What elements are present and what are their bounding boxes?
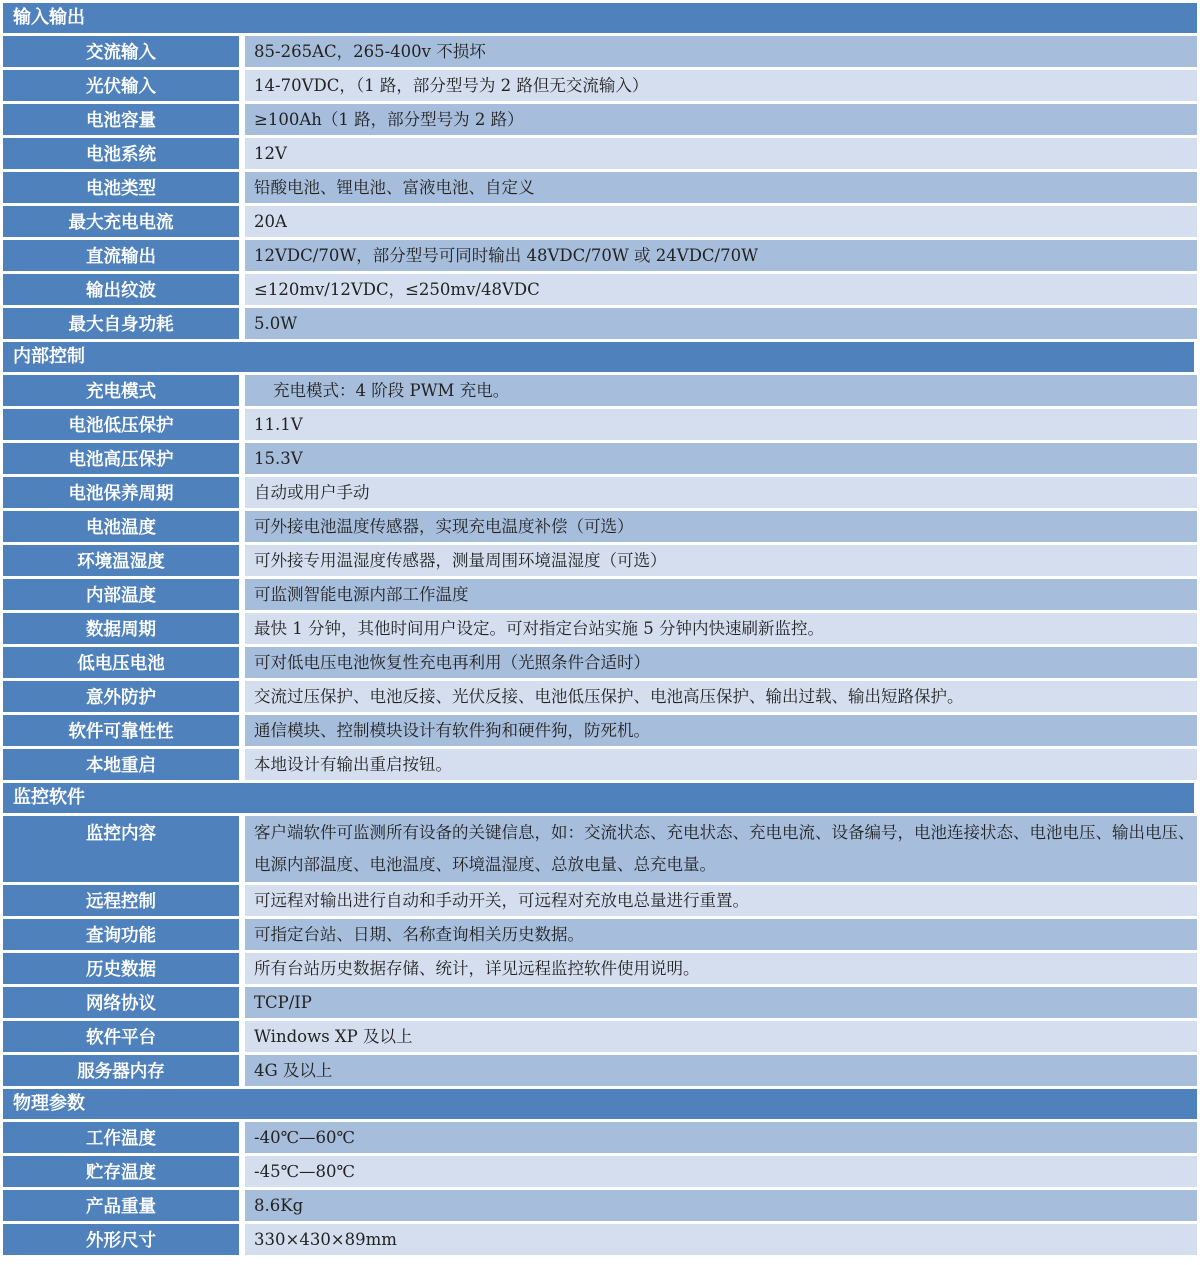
row-value: 85-265AC，265-400v 不损坏 — [245, 36, 1197, 67]
table-row — [3, 240, 1197, 271]
table-row — [3, 987, 1197, 1018]
table-row — [3, 375, 1197, 406]
row-label: 贮存温度 — [3, 1156, 239, 1187]
table-row — [3, 749, 1197, 780]
row-value: ≥100Ah（1 路，部分型号为 2 路） — [245, 104, 1197, 135]
row-label: 电池温度 — [3, 511, 239, 542]
row-value: 交流过压保护、电池反接、光伏反接、电池低压保护、电池高压保护、输出过载、输出短路保护。 — [245, 681, 1197, 712]
table-row — [3, 1156, 1197, 1187]
row-label: 监控内容 — [3, 816, 239, 882]
row-label: 软件平台 — [3, 1021, 239, 1052]
row-value: -45℃—80℃ — [245, 1156, 1197, 1187]
table-row — [3, 511, 1197, 542]
table-row — [3, 647, 1197, 678]
table-row — [3, 816, 1197, 882]
table-row — [3, 206, 1197, 237]
row-value: 4G 及以上 — [245, 1055, 1197, 1086]
row-value: 11.1V — [245, 409, 1197, 440]
row-label: 环境温湿度 — [3, 545, 239, 576]
table-row — [3, 1055, 1197, 1086]
row-value: 12VDC/70W，部分型号可同时输出 48VDC/70W 或 24VDC/70W — [245, 240, 1197, 271]
row-value: 可远程对输出进行自动和手动开关，可远程对充放电总量进行重置。 — [245, 885, 1197, 916]
row-label: 低电压电池 — [3, 647, 239, 678]
table-row — [3, 36, 1197, 67]
row-label: 光伏输入 — [3, 70, 239, 101]
row-value: 15.3V — [245, 443, 1197, 474]
table-row — [3, 308, 1197, 339]
row-value: 可外接电池温度传感器，实现充电温度补偿（可选） — [245, 511, 1197, 542]
row-label: 历史数据 — [3, 953, 239, 984]
table-row — [3, 681, 1197, 712]
table-row — [3, 1021, 1197, 1052]
row-label: 充电模式 — [3, 375, 239, 406]
table-row — [3, 443, 1197, 474]
table-row — [3, 579, 1197, 610]
row-label: 电池保养周期 — [3, 477, 239, 508]
row-label: 网络协议 — [3, 987, 239, 1018]
table-row — [3, 138, 1197, 169]
row-value: 20A — [245, 206, 1197, 237]
row-label: 最大自身功耗 — [3, 308, 239, 339]
table-row — [3, 477, 1197, 508]
row-value: 铅酸电池、锂电池、富液电池、自定义 — [245, 172, 1197, 203]
row-label: 电池类型 — [3, 172, 239, 203]
row-value: 330×430×89mm — [245, 1224, 1197, 1255]
row-value: 最快 1 分钟，其他时间用户设定。可对指定台站实施 5 分钟内快速刷新监控。 — [245, 613, 1197, 644]
table-row — [3, 104, 1197, 135]
table-row — [3, 953, 1197, 984]
row-label: 工作温度 — [3, 1122, 239, 1153]
row-value: 可指定台站、日期、名称查询相关历史数据。 — [245, 919, 1197, 950]
row-value: 14-70VDC，（1 路，部分型号为 2 路但无交流输入） — [245, 70, 1197, 101]
section-header-software: 监控软件 — [3, 783, 1194, 813]
row-label: 产品重量 — [3, 1190, 239, 1221]
row-value: 本地设计有输出重启按钮。 — [245, 749, 1197, 780]
row-label: 最大充电电流 — [3, 206, 239, 237]
table-row — [3, 172, 1197, 203]
row-value: 12V — [245, 138, 1197, 169]
row-label: 电池低压保护 — [3, 409, 239, 440]
row-label: 外形尺寸 — [3, 1224, 239, 1255]
row-label: 直流输出 — [3, 240, 239, 271]
table-row — [3, 409, 1197, 440]
row-value: 所有台站历史数据存储、统计，详见远程监控软件使用说明。 — [245, 953, 1197, 984]
table-row — [3, 715, 1197, 746]
row-label: 电池系统 — [3, 138, 239, 169]
table-row — [3, 70, 1197, 101]
row-label: 电池高压保护 — [3, 443, 239, 474]
row-label: 电池容量 — [3, 104, 239, 135]
table-row — [3, 274, 1197, 305]
section-header-physical: 物理参数 — [3, 1089, 1197, 1119]
section-header-io: 输入输出 — [3, 3, 1197, 33]
row-value: 客户端软件可监测所有设备的关键信息，如：交流状态、充电状态、充电电流、设备编号，电池连接状态、电池电压、输出电压、电源内部温度、电池温度、环境温湿度、总放电量、总充电量。 — [245, 816, 1197, 882]
row-label: 交流输入 — [3, 36, 239, 67]
row-value: ≤120mv/12VDC，≤250mv/48VDC — [245, 274, 1197, 305]
row-label: 查询功能 — [3, 919, 239, 950]
row-label: 输出纹波 — [3, 274, 239, 305]
table-row — [3, 1224, 1197, 1255]
row-label: 数据周期 — [3, 613, 239, 644]
table-row — [3, 919, 1197, 950]
row-value: 通信模块、控制模块设计有软件狗和硬件狗，防死机。 — [245, 715, 1197, 746]
row-label: 本地重启 — [3, 749, 239, 780]
row-value: 可监测智能电源内部工作温度 — [245, 579, 1197, 610]
row-label: 远程控制 — [3, 885, 239, 916]
table-row — [3, 613, 1197, 644]
row-value: TCP/IP — [245, 987, 1197, 1018]
row-label: 内部温度 — [3, 579, 239, 610]
section-header-control: 内部控制 — [3, 342, 1194, 372]
row-value: 5.0W — [245, 308, 1197, 339]
row-value: 可外接专用温湿度传感器，测量周围环境温湿度（可选） — [245, 545, 1197, 576]
spec-table — [3, 3, 1197, 1255]
table-row — [3, 1190, 1197, 1221]
table-row — [3, 545, 1197, 576]
table-row — [3, 1122, 1197, 1153]
row-label: 服务器内存 — [3, 1055, 239, 1086]
row-label: 软件可靠性性 — [3, 715, 239, 746]
row-value: 8.6Kg — [245, 1190, 1197, 1221]
row-value: 可对低电压电池恢复性充电再利用（光照条件合适时） — [245, 647, 1197, 678]
row-value: 自动或用户手动 — [245, 477, 1197, 508]
row-value: -40℃—60℃ — [245, 1122, 1197, 1153]
row-value: 充电模式：4 阶段 PWM 充电。 — [245, 375, 1197, 406]
table-row — [3, 885, 1197, 916]
row-value: Windows XP 及以上 — [245, 1021, 1197, 1052]
row-label: 意外防护 — [3, 681, 239, 712]
